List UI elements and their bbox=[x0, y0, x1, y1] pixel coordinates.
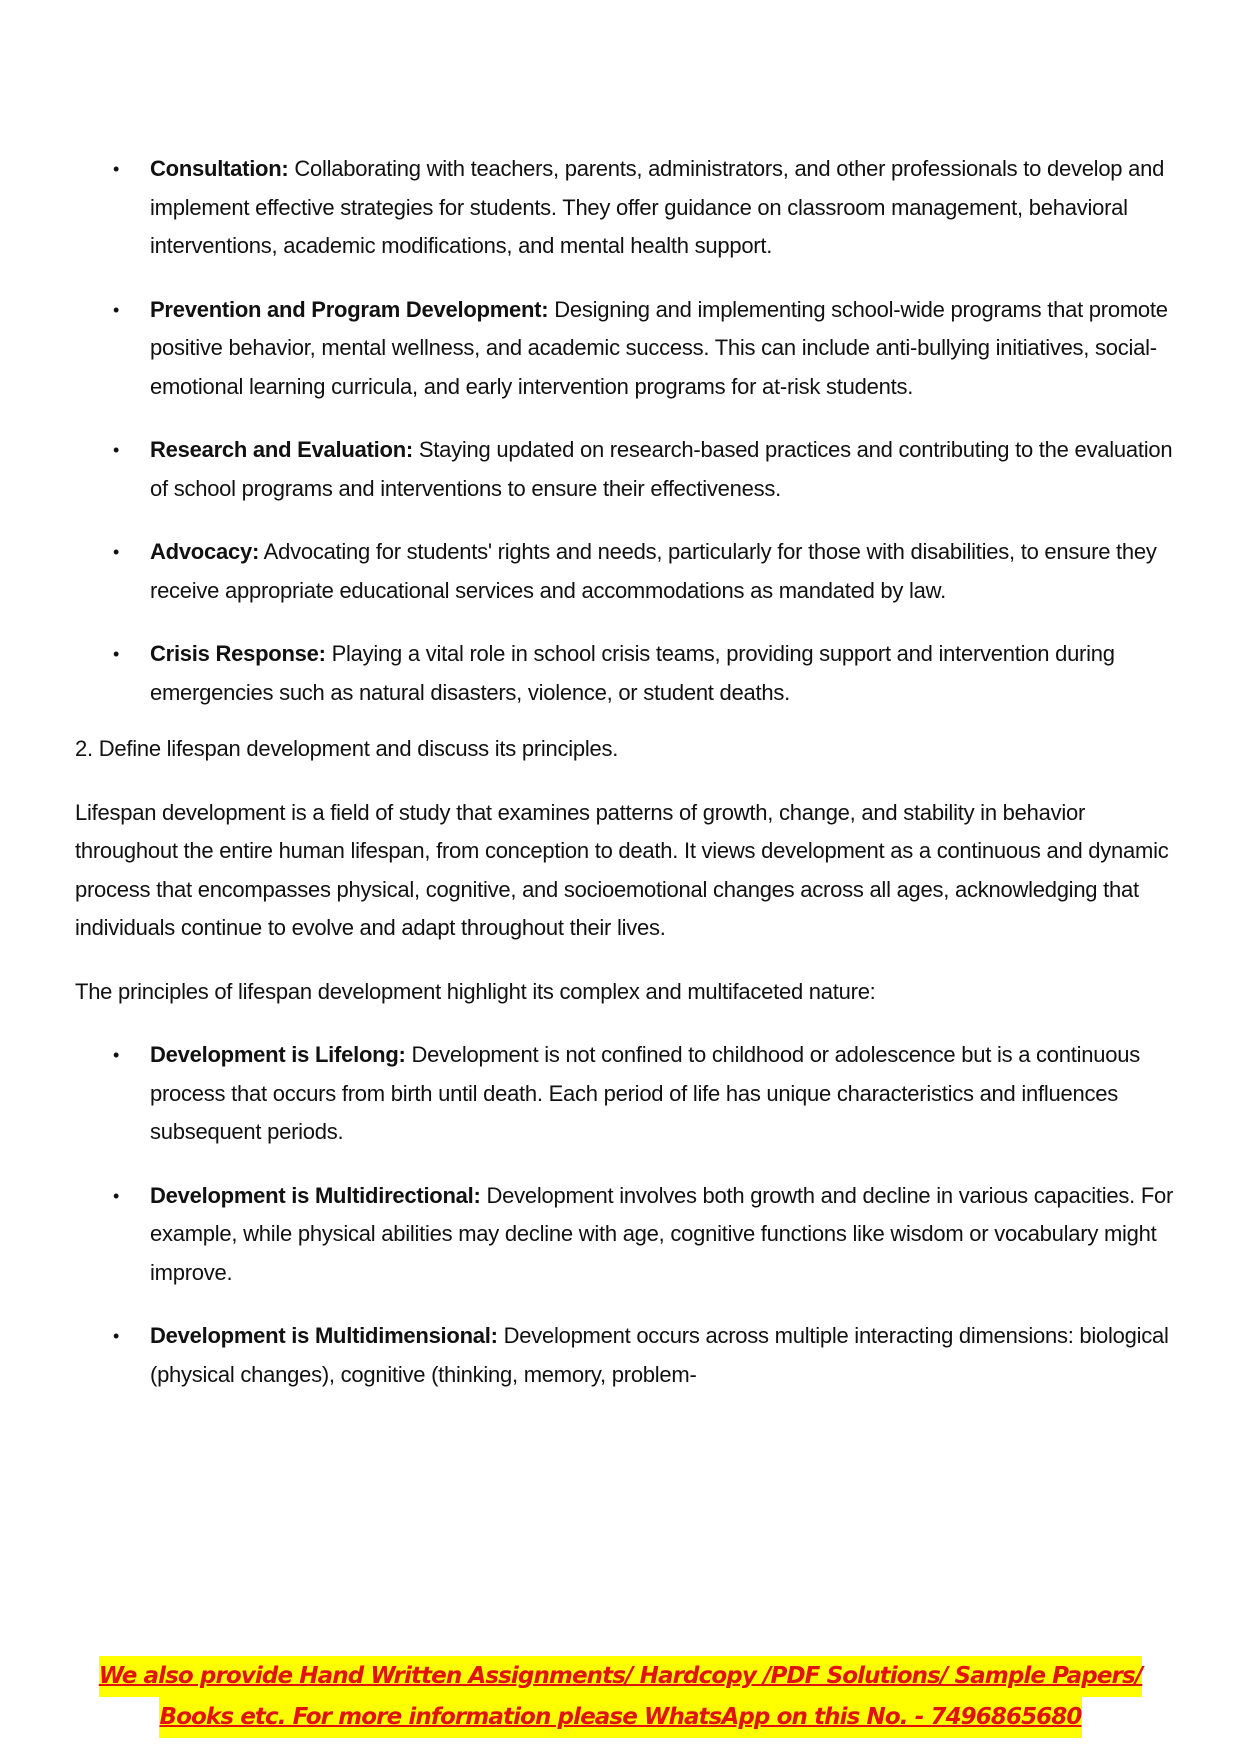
list-item-text: Designing and implementing school-wide programs that promote positive behavior, mental wellness, and academic success. This can include anti-bullying initiatives, social-emotional learning curricula, and early intervention programs for at-risk students. bbox=[150, 296, 1168, 399]
bullet-icon: • bbox=[113, 644, 120, 664]
promo-footer-line-2: Books etc. For more information please WhatsApp on this No. - 7496865680 bbox=[159, 1697, 1081, 1738]
list-item-term: Research and Evaluation: bbox=[150, 437, 413, 462]
list-item-term: Crisis Response: bbox=[150, 641, 326, 666]
list-item-crisis-response bbox=[75, 635, 1185, 712]
list-item-multidirectional bbox=[75, 1177, 1185, 1293]
definition-paragraph: Lifespan development is a field of study that examines patterns of growth, change, and stability in behavior throughout the entire human lifespan, from conception to death. It views development as a continuous and dynamic process that encompasses physical, cognitive, and socioemotional changes across all ages, acknowledging that individuals continue to evolve and adapt throughout their lives. bbox=[75, 799, 1169, 940]
list-item-research bbox=[75, 431, 1185, 508]
list-item-term: Development is Multidirectional: bbox=[150, 1182, 481, 1208]
list-item-consultation bbox=[75, 150, 1185, 266]
list-item-text: Staying updated on research-based practices and contributing to the evaluation of school programs and interventions to ensure their effectiveness. bbox=[150, 437, 1173, 501]
list-item-prevention bbox=[75, 291, 1185, 407]
bullet-icon: • bbox=[113, 159, 120, 179]
bullet-icon: • bbox=[113, 1185, 120, 1206]
list-item-multidimensional bbox=[75, 1317, 1185, 1394]
question-heading: 2. Define lifespan development and discuss its principles. bbox=[75, 736, 619, 761]
bullet-icon: • bbox=[113, 1326, 120, 1346]
principles-list bbox=[75, 1036, 1185, 1394]
list-item-lifelong bbox=[75, 1036, 1185, 1152]
bullet-icon: • bbox=[113, 440, 120, 460]
bullet-icon: • bbox=[113, 1045, 120, 1065]
promo-footer bbox=[0, 1656, 1241, 1738]
list-item-text: Advocating for students' rights and needs, particularly for those with disabilities, to ensure they receive appropriate educational services and accommodations as mandated by law. bbox=[150, 539, 1157, 603]
promo-footer-line-1: We also provide Hand Written Assignments/ Hardcopy /PDF Solutions/ Sample Papers/ bbox=[99, 1656, 1143, 1697]
bullet-icon: • bbox=[113, 299, 120, 320]
list-item-text: Collaborating with teachers, parents, administrators, and other professionals to develop and implement effective strategies for students. They offer guidance on classroom management, behavioral interventions, academic modifications, and mental health support. bbox=[150, 156, 1165, 258]
list-item-text: Playing a vital role in school crisis teams, providing support and intervention during emergencies such as natural disasters, violence, or student deaths. bbox=[150, 641, 1115, 705]
list-item-term: Consultation: bbox=[150, 156, 289, 181]
list-item-term: Prevention and Program Development: bbox=[150, 296, 549, 322]
list-item-text: Development occurs across multiple interacting dimensions: biological (physical changes), cognitive (thinking, memory, problem- bbox=[150, 1323, 1169, 1387]
school-psychologist-roles-list bbox=[75, 150, 1185, 712]
bullet-icon: • bbox=[113, 542, 120, 562]
page-content bbox=[75, 150, 1185, 1419]
list-item-text: Development is not confined to childhood or adolescence but is a continuous process that occurs from birth until death. Each period of life has unique characteristics and influences subsequent periods. bbox=[150, 1042, 1140, 1144]
list-item-term: Advocacy: bbox=[150, 539, 260, 564]
list-item-term: Development is Lifelong: bbox=[150, 1042, 406, 1067]
list-item-advocacy bbox=[75, 533, 1185, 610]
list-item-text: Development involves both growth and decline in various capacities. For example, while physical abilities may decline with age, cognitive functions like wisdom or vocabulary might improve. bbox=[150, 1182, 1174, 1285]
principles-intro: The principles of lifespan development highlight its complex and multifaceted nature: bbox=[75, 978, 876, 1004]
list-item-term: Development is Multidimensional: bbox=[150, 1323, 498, 1348]
